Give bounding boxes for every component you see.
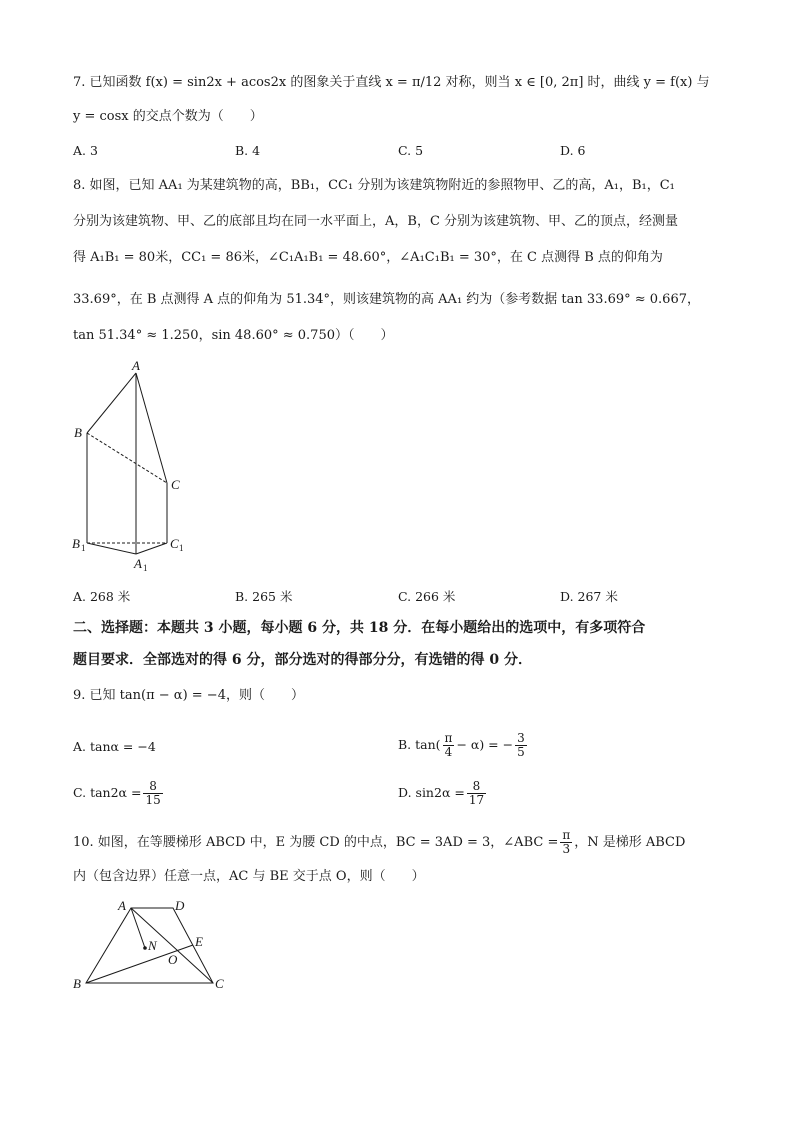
q10-angle-frac: $\frac{\pi}{3}$	[562, 828, 571, 856]
q10-stem-line1-prefix: 10. 如图，在等腰梯形 ABCD 中，E 为腰 CD 的中点，BC = 3AD = 3，∠ABC =	[73, 835, 559, 850]
q8-stem-line4: 33.69°，在 B 点测得 A 点的仰角为 51.34°，则该建筑物的高 AA₁ 约为（参考数据 tan 33.69° ≈ 0.667，	[73, 292, 700, 307]
label-a: A	[132, 358, 140, 373]
label-a1: A	[134, 556, 142, 571]
q7-option-b: B. 4	[235, 143, 261, 158]
label-c1: C	[170, 536, 179, 551]
q10-stem-line1	[73, 829, 685, 856]
label-a1-sub: 1	[143, 563, 148, 573]
q10-trapezoid-figure	[70, 898, 240, 996]
q9-option-d	[398, 780, 488, 807]
label-e: E	[195, 934, 203, 949]
section2-header-line2: 题目要求．全部选对的得 6 分，部分选对的得部分分，有选错的得 0 分．	[73, 652, 532, 668]
q9-stem: 9. 已知 tan(π − α) = −4，则（ ）	[73, 688, 304, 703]
q7-option-d: D. 6	[560, 143, 586, 158]
q8-option-d: D. 267 米	[560, 589, 618, 604]
label-b: B	[73, 976, 81, 991]
q7-stem-line2: y = cosx 的交点个数为（ ）	[73, 109, 263, 124]
edge-a-c	[136, 373, 167, 483]
q9-option-a: A. tanα = −4	[73, 739, 156, 754]
label-b1: B	[72, 536, 80, 551]
label-c: C	[215, 976, 224, 991]
label-b: B	[74, 425, 82, 440]
q9-option-b-middle: − α) = −	[456, 737, 514, 752]
q9-option-c-frac: $\frac{8}{15}$	[145, 779, 161, 807]
q8-stem-line2: 分别为该建筑物、甲、乙的底部且均在同一水平面上，A，B，C 分别为该建筑物、甲、乙的顶点，经测量	[73, 214, 679, 229]
q9-option-c-prefix: C. tan2α =	[73, 785, 142, 800]
q9-option-b-frac-value: $\frac{3}{5}$	[517, 731, 525, 759]
q7-option-c: C. 5	[398, 143, 424, 158]
point-n	[143, 946, 147, 950]
q7-stem-line1: 7. 已知函数 f(x) = sin2x + acos2x 的图象关于直线 x = π/12 对称，则当 x ∈ [0, 2π] 时，曲线 y = f(x) 与	[73, 75, 710, 90]
q8-stem-line3: 得 A₁B₁ = 80米，CC₁ = 86米，∠C₁A₁B₁ = 48.60°，∠A₁C₁B₁ = 30°，在 C 点测得 B 点的仰角为	[73, 250, 663, 265]
q10-stem-line2: 内（包含边界）任意一点，AC 与 BE 交于点 O，则（ ）	[73, 869, 425, 884]
edge-b1-a1	[87, 543, 136, 554]
q9-option-b-frac-pi-4: $\frac{\pi}{4}$	[444, 731, 453, 759]
q7-option-a: A. 3	[73, 143, 98, 158]
q10-stem-line1-suffix: ，N 是梯形 ABCD	[574, 835, 686, 850]
label-c1-sub: 1	[179, 543, 184, 553]
q8-stem-line5: tan 51.34° ≈ 1.250，sin 48.60° ≈ 0.750）（ ）	[73, 328, 394, 343]
label-n: N	[148, 938, 157, 953]
q9-option-b	[398, 732, 529, 759]
section2-header-line1: 二、选择题：本题共 3 小题，每小题 6 分，共 18 分．在每小题给出的选项中，有多项符合	[73, 620, 646, 636]
q8-stem-line1: 8. 如图，已知 AA₁ 为某建筑物的高，BB₁，CC₁ 分别为该建筑物附近的参照物甲、乙的高，A₁，B₁，C₁	[73, 178, 675, 193]
q8-option-b: B. 265 米	[235, 589, 293, 604]
q9-option-c	[73, 780, 165, 807]
label-o: O	[168, 952, 178, 967]
q9-option-d-frac: $\frac{8}{17}$	[468, 779, 485, 807]
q8-option-a: A. 268 米	[73, 589, 131, 604]
edge-a-b	[87, 373, 136, 433]
label-c: C	[171, 477, 180, 492]
q9-option-b-prefix: B. tan(	[398, 737, 441, 752]
label-b1-sub: 1	[81, 543, 86, 553]
label-a: A	[118, 898, 126, 913]
q8-building-figure	[68, 355, 198, 575]
edge-a1-c1	[136, 543, 167, 554]
label-d: D	[175, 898, 185, 913]
q8-option-c: C. 266 米	[398, 589, 456, 604]
q9-option-d-prefix: D. sin2α =	[398, 785, 465, 800]
